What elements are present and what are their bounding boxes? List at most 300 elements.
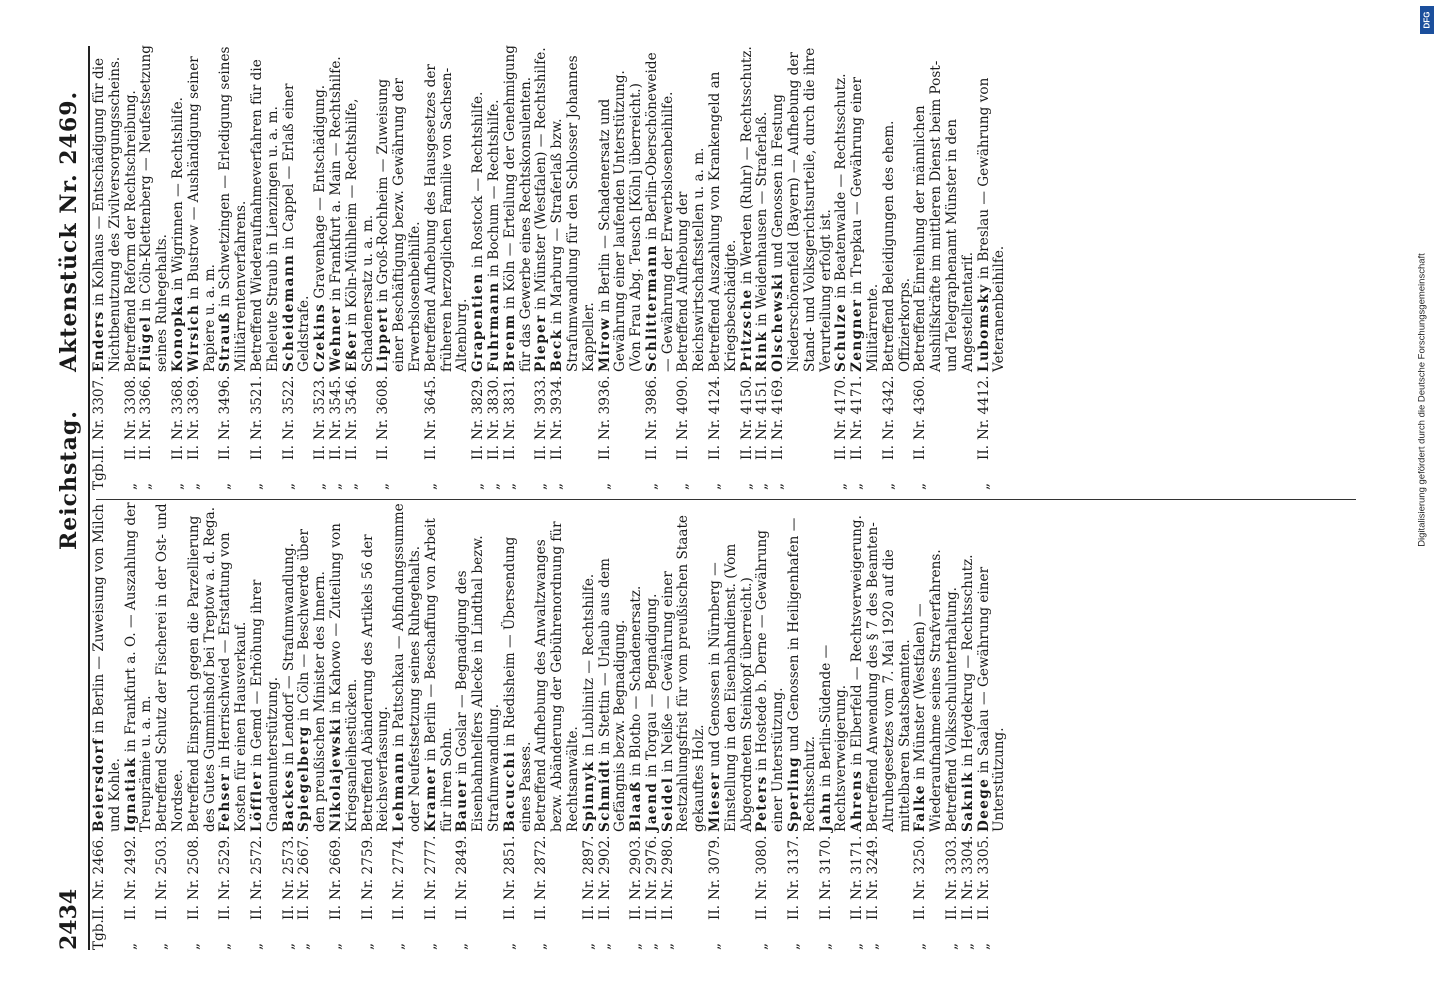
entry-marker: „: [865, 942, 882, 950]
entry-number: Nr. 3305.: [975, 835, 992, 900]
entry-subject: in Kolhaus — Entschädigung für die Nichtbenutzung des Zivilversorgungsscheins.: [91, 56, 123, 372]
entry-number: Nr. 3079.: [707, 835, 724, 900]
entry-text: [361, 502, 393, 832]
entry-text: [645, 502, 661, 832]
entry-text: [503, 502, 535, 832]
entry-number: Nr. 2774.: [391, 835, 408, 900]
petitioner-name: Deege: [975, 777, 992, 832]
petition-entry: [534, 502, 581, 950]
entry-roman: II.: [880, 444, 897, 460]
petition-entry: [503, 42, 535, 490]
entry-number: Nr. 4124.: [707, 375, 724, 440]
petitioner-name: Konopka: [169, 294, 186, 372]
petition-entry: [392, 502, 424, 950]
entry-subject: in Goslar — Begnadigung des Eisenbahnhelfers Allecke in Lindthal bezw. Strafumwandlung.: [454, 535, 502, 832]
page-title: Reichstag.: [56, 410, 82, 550]
entry-number: Nr. 3496.: [217, 375, 234, 440]
petition-entry: [329, 502, 361, 950]
petitioner-name: Schlittermann: [643, 244, 660, 372]
entry-subject: Gravenhage — Entschädigung.: [312, 84, 329, 303]
entry-number: Nr. 3137.: [786, 835, 803, 900]
entry-subject: in Cöln-Klettenberg — Neufestsetzung seines Ruhegehalts.: [138, 45, 171, 372]
petitioner-name: Fehser: [217, 772, 234, 832]
petition-entry: [913, 502, 945, 950]
entry-text: [882, 42, 914, 372]
entry-subject: Betreffend Einreihung der männlichen Aushilfskräfte im mittleren Dienst beim Post- und Telegraphenamt Münster in den Angestelltentarif.: [912, 60, 976, 372]
entry-subject: in Köln — Erteilung der Genehmigung für das Gewerbe eines Rechtskonsulenten.: [501, 45, 534, 372]
petition-entry: [550, 42, 597, 490]
entry-marker: „: [675, 482, 692, 490]
entry-marker: „: [501, 942, 518, 950]
entry-subject: in Lendorf — Strafumwandlung.: [280, 542, 297, 770]
entry-marker: „: [817, 942, 834, 950]
left-column: [92, 502, 1008, 950]
petition-entry: [850, 42, 882, 490]
entry-text: [218, 42, 250, 372]
entry-marker: „: [391, 942, 408, 950]
entry-marker: „: [217, 942, 234, 950]
entry-number: Nr. 3308.: [122, 375, 139, 440]
entry-marker: „: [454, 942, 471, 950]
petition-entry: [913, 42, 976, 490]
entry-text: [250, 42, 282, 372]
entry-subject: in Trepkau — Gewährung einer Militärrente.: [849, 77, 882, 372]
petition-entry: [740, 42, 756, 490]
entry-text: [124, 42, 140, 372]
entry-text: [676, 42, 708, 372]
entry-roman: II.: [549, 444, 566, 460]
entry-roman: II.: [643, 904, 660, 920]
entry-marker: „: [659, 942, 676, 950]
petition-entry: [787, 502, 819, 950]
entry-subject: Betreffend Auszahlung von Krankengeld an Kriegsbeschädigte.: [707, 71, 739, 372]
entry-text: [282, 502, 298, 832]
entry-marker: „: [138, 482, 155, 490]
petition-entry: [850, 502, 866, 950]
dfg-logo-text: DFG: [1422, 11, 1432, 29]
entry-text: [155, 502, 187, 832]
entry-number: Nr. 4360.: [912, 375, 929, 440]
entry-roman: II.: [501, 904, 518, 920]
entry-roman: II.: [786, 904, 803, 920]
petition-entry: [171, 42, 187, 490]
entry-text: [187, 502, 219, 832]
entry-roman: II.: [248, 904, 265, 920]
entry-number: Nr. 4170.: [833, 375, 850, 440]
entry-roman: II.: [122, 904, 139, 920]
entry-marker: „: [596, 482, 613, 490]
entry-text: [598, 502, 630, 832]
entry-number: Nr. 4342.: [880, 375, 897, 440]
entry-subject: in Kahowo — Zuteilung von Kriegsanleihestücken.: [327, 523, 360, 832]
petition-entry: [92, 42, 124, 490]
petition-entry: [455, 502, 502, 950]
entry-roman: II.: [817, 904, 834, 920]
entry-marker: „: [959, 942, 976, 950]
entry-marker: „: [707, 482, 724, 490]
entry-roman: II.: [959, 904, 976, 920]
petition-entry: [250, 42, 282, 490]
entry-roman: II.: [217, 904, 234, 920]
petition-entry: [424, 42, 471, 490]
entry-roman: II.: [296, 904, 313, 920]
entry-roman: II.: [375, 444, 392, 460]
petition-entry: [755, 42, 771, 490]
entry-marker: „: [975, 482, 992, 490]
entry-number: Nr. 3933.: [533, 375, 550, 440]
petitioner-name: Bacucchi: [501, 750, 518, 832]
entry-subject: in Pattschkau — Abfindungssumme oder Neufestsetzung seines Ruhegehalts.: [391, 503, 423, 832]
petition-entry: [819, 502, 851, 950]
entry-number: Nr. 2851.: [501, 835, 518, 900]
entry-text: [329, 502, 361, 832]
entry-text: [819, 502, 851, 832]
entry-text: [913, 502, 945, 832]
entry-marker: „: [422, 482, 439, 490]
entry-roman: II.: [912, 444, 929, 460]
entry-roman: II.: [754, 444, 771, 460]
entry-subject: Betreffend Reform der Rechtschreibung.: [122, 90, 139, 372]
entry-roman: II.: [217, 444, 234, 460]
petitioner-name: Fuhrmann: [485, 281, 502, 372]
petitioner-name: Falke: [912, 784, 929, 832]
entry-number: Nr. 4171.: [849, 375, 866, 440]
entry-number: Nr. 2503.: [154, 835, 171, 900]
petition-entry: [218, 42, 250, 490]
petitioner-name: Löffler: [248, 770, 265, 832]
entry-roman: II.: [122, 444, 139, 460]
entry-subject: und Genossen in Festung Niederschönenfeld (Bayern) — Aufhebung der Stand- und Volksgerichtsurteile, durch die ihre Verurteilung erfolgt ist.: [770, 47, 834, 372]
entry-roman: II.: [359, 904, 376, 920]
petitioner-name: Lehmann: [391, 751, 408, 832]
entry-marker: „: [770, 482, 787, 490]
entry-marker: „: [975, 942, 992, 950]
petition-entry: [866, 502, 913, 950]
petition-entry: [124, 502, 156, 950]
entry-number: Nr. 4169.: [770, 375, 787, 440]
petition-entry: [961, 502, 977, 950]
entry-number: Nr. 3249.: [865, 835, 882, 900]
entry-roman: II.: [707, 904, 724, 920]
entry-subject: in Werden (Ruhr) — Rechtsschutz.: [738, 46, 755, 289]
petition-entry: [124, 42, 140, 490]
entry-roman: II.: [91, 904, 107, 920]
entry-roman: II.: [422, 904, 439, 920]
entry-subject: in Breslau — Gewährung von Veteranenbeihilfe.: [975, 77, 1008, 372]
petition-entry: [250, 502, 282, 950]
entry-roman: II.: [327, 904, 344, 920]
entry-marker: Tgb.: [91, 459, 107, 490]
entry-roman: II.: [391, 904, 408, 920]
entry-text: [708, 42, 740, 372]
petitioner-name: Strauß: [217, 311, 234, 372]
petition-entry: [313, 42, 329, 490]
entry-number: Nr. 3080.: [754, 835, 771, 900]
entry-subject: Betreffend Beleidigungen des ehem. Offizierkorps.: [880, 120, 913, 372]
petitioner-name: Brenm: [501, 313, 518, 372]
entry-marker: „: [122, 942, 139, 950]
petitioner-name: Spiegelberg: [296, 725, 313, 832]
entry-roman: II.: [343, 444, 360, 460]
entry-number: Nr. 3934.: [549, 375, 566, 440]
entry-subject: in Frankfurt a. Main — Rechtshilfe.: [327, 56, 344, 306]
petitioner-name: Nikolajewski: [327, 717, 344, 832]
petition-entry: [487, 42, 503, 490]
entry-text: [850, 42, 882, 372]
entry-number: Nr. 2897.: [580, 835, 597, 900]
entry-roman: II.: [138, 444, 155, 460]
entry-subject: in Bustrow — Aushändigung seiner Papiere u. a. m.: [185, 56, 218, 372]
page-header: [50, 46, 90, 950]
entry-number: Nr. 4412.: [975, 375, 992, 440]
petitioner-name: Sperling: [786, 755, 803, 832]
entry-roman: II.: [912, 904, 929, 920]
entry-marker: „: [248, 482, 265, 490]
entry-marker: „: [422, 942, 439, 950]
entry-roman: II.: [422, 444, 439, 460]
entry-roman: II.: [596, 444, 613, 460]
petitioner-name: Jaend: [643, 781, 660, 832]
entry-subject: in Gemd — Erhöhung ihrer Gnadenunterstützung.: [248, 579, 281, 832]
petitioner-name: Enders: [91, 310, 107, 372]
entry-subject: in Saalau — Gewährung einer Unterstützung.: [975, 566, 1008, 832]
petition-entry: [598, 42, 645, 490]
entry-roman: II.: [501, 444, 518, 460]
entry-number: Nr. 3171.: [849, 835, 866, 900]
petition-entry: [708, 502, 755, 950]
entry-marker: „: [375, 482, 392, 490]
entry-number: Nr. 3936.: [596, 375, 613, 440]
petitioner-name: Flügel: [138, 315, 155, 372]
entry-marker: „: [248, 942, 265, 950]
petitioner-name: Mirow: [596, 316, 613, 372]
entry-marker: „: [485, 482, 502, 490]
petition-entry: [329, 42, 345, 490]
entry-marker: „: [912, 942, 929, 950]
petition-entry: [645, 42, 677, 490]
petition-entry: [471, 42, 487, 490]
entry-subject: in Lublinitz — Rechtshilfe.: [580, 573, 597, 761]
entry-text: [92, 502, 124, 832]
entry-marker: „: [470, 482, 487, 490]
entry-text: [645, 42, 677, 372]
entry-marker: „: [185, 942, 202, 950]
entry-text: [171, 42, 187, 372]
entry-subject: und Genossen in Heiligenhafen — Rechtsschutz.: [786, 517, 818, 832]
entry-marker: „: [944, 942, 961, 950]
entry-subject: in Torgau — Begnadigung.: [643, 593, 660, 782]
entry-roman: II.: [659, 904, 676, 920]
entry-number: Nr. 2508.: [185, 835, 202, 900]
entry-number: Nr. 2492.: [122, 835, 139, 900]
entry-number: Nr. 4090.: [675, 375, 692, 440]
entry-subject: in Wigrinnen — Rechtshilfe.: [169, 97, 186, 295]
petition-entry: [661, 502, 708, 950]
entry-subject: Betreffend Aufhebung der Reichswirtschaftsstellen u. a. m.: [675, 147, 708, 372]
petitioner-name: Wirsich: [185, 303, 202, 372]
entry-number: Nr. 3829.: [470, 375, 487, 440]
entry-roman: II.: [248, 444, 265, 460]
petitioner-name: Wehner: [327, 305, 344, 372]
entry-roman: II.: [185, 444, 202, 460]
entry-roman: II.: [280, 444, 297, 460]
entry-number: Nr. 2976.: [643, 835, 660, 900]
entry-number: Nr. 2980.: [659, 835, 676, 900]
entry-marker: „: [833, 482, 850, 490]
entry-marker: „: [849, 942, 866, 950]
entry-marker: „: [312, 482, 329, 490]
petitioner-name: Beiersdorf: [91, 737, 107, 832]
entry-text: [945, 502, 961, 832]
entry-roman: II.: [169, 444, 186, 460]
entry-subject: in Groß-Rochheim — Zuweisung einer Beschäftigung bezw. Gewährung der Erwerbslosenbeihilfe.: [375, 78, 423, 372]
entry-subject: in Marburg — Straferlaß bzw. Strafumwandlung für den Schlosser Johannes Kappeller.: [549, 55, 597, 372]
petitioner-name: Lippert: [375, 306, 392, 372]
petition-entry: [424, 502, 456, 950]
column-divider: [96, 499, 1356, 500]
entry-subject: in Berlin — Zuweisung von Milch und Kohle.: [91, 504, 123, 832]
entry-roman: II.: [675, 444, 692, 460]
petition-entry: [945, 502, 961, 950]
petitioner-name: Peters: [754, 775, 771, 832]
petition-entry: [297, 502, 329, 950]
petition-entry: [92, 502, 124, 950]
petition-entry: [598, 502, 630, 950]
petitioner-name: Seidel: [659, 776, 676, 832]
entry-subject: in Münster (Westfalen) — Wiederaufnahme seines Strafverfahrens.: [912, 549, 945, 832]
entry-text: [329, 42, 345, 372]
entry-text: [424, 502, 456, 832]
entry-marker: „: [643, 942, 660, 950]
entry-subject: in Blotho — Schadenersatz.: [628, 585, 645, 781]
entry-text: [850, 502, 866, 832]
entry-roman: II.: [707, 444, 724, 460]
entry-text: [834, 42, 850, 372]
entry-number: Nr. 2849.: [454, 835, 471, 900]
petitioner-name: Spinnyk: [580, 760, 597, 832]
petitioner-name: Lubomsky: [975, 283, 992, 372]
entry-text: [534, 42, 550, 372]
entry-marker: „: [280, 942, 297, 950]
entry-marker: „: [327, 482, 344, 490]
entry-marker: „: [707, 942, 724, 950]
petition-entry: [503, 502, 535, 950]
entry-subject: in Cappel — Erlaß einer Geldstrafe.: [280, 83, 313, 372]
entry-roman: II.: [865, 904, 882, 920]
entry-roman: II.: [185, 904, 202, 920]
entry-text: [282, 42, 314, 372]
entry-marker: „: [533, 482, 550, 490]
petition-entry: [376, 42, 423, 490]
entry-roman: II.: [485, 444, 502, 460]
entry-number: Nr. 3250.: [912, 835, 929, 900]
right-column: [92, 42, 1008, 490]
entry-text: [139, 42, 171, 372]
entry-text: [787, 502, 819, 832]
entry-text: [755, 42, 771, 372]
entry-number: Nr. 3986.: [643, 375, 660, 440]
entry-text: [392, 502, 424, 832]
entry-subject: in Cöln — Beschwerde über den preußischen Minister des Innern.: [296, 529, 329, 832]
entry-text: [740, 42, 756, 372]
entry-number: Nr. 2466.: [91, 835, 107, 900]
entry-marker: „: [154, 942, 171, 950]
entry-marker: „: [643, 482, 660, 490]
entry-text: [582, 502, 598, 832]
petition-entry: [882, 42, 914, 490]
entry-number: Nr. 3831.: [501, 375, 518, 440]
petitioner-name: Pieper: [533, 314, 550, 372]
entry-marker: „: [122, 482, 139, 490]
entry-number: Nr. 2669.: [327, 835, 344, 900]
petition-entry: [771, 42, 834, 490]
entry-subject: in Herrischwied — Erstattung von Kosten für einen Hausverkauf.: [217, 532, 250, 832]
entry-roman: II.: [643, 444, 660, 460]
entry-number: Nr. 3830.: [485, 375, 502, 440]
entry-subject: in Frankfurt a. O. — Auszahlung der Treuprämie u. a. m.: [122, 502, 155, 832]
entry-roman: II.: [770, 444, 787, 460]
entry-number: Nr. 2573.: [280, 835, 297, 900]
petition-entry: [645, 502, 661, 950]
entry-number: Nr. 3366.: [138, 375, 155, 440]
petition-entry: [187, 502, 219, 950]
entry-subject: in Berlin — Beschaffung von Arbeit für ihren Sohn.: [422, 518, 455, 832]
entry-number: Nr. 3307.: [91, 375, 107, 440]
entry-subject: in Weidenhausen — Straferlaß.: [754, 111, 771, 331]
entry-text: [866, 502, 913, 832]
entry-number: Nr. 3303.: [944, 835, 961, 900]
entry-text: [961, 502, 977, 832]
entry-subject: in Riedisheim — Übersendung eines Passes.: [501, 536, 534, 832]
entry-number: Nr. 3645.: [422, 375, 439, 440]
entry-number: Nr. 2667.: [296, 835, 313, 900]
entry-marker: „: [343, 482, 360, 490]
page-number: 2434: [56, 888, 82, 950]
petition-entry: [629, 502, 645, 950]
digitization-sidebar: [1411, 0, 1434, 1000]
petition-entry: [345, 42, 377, 490]
entry-text: [977, 502, 1009, 832]
petitioner-name: Kramer: [422, 765, 439, 832]
entry-subject: in Berlin-Südende — Rechtsverweigerung.: [817, 644, 850, 832]
petitioner-name: Grapentien: [470, 272, 487, 372]
entry-marker: „: [327, 942, 344, 950]
entry-roman: II.: [154, 904, 171, 920]
petitioner-name: Blaaß: [628, 780, 645, 832]
entry-marker: „: [912, 482, 929, 490]
entry-marker: Tgb.: [91, 919, 107, 950]
entry-marker: „: [738, 482, 755, 490]
entry-roman: II.: [454, 904, 471, 920]
entry-marker: „: [549, 482, 566, 490]
header-rule: [88, 46, 90, 950]
entry-number: Nr. 4151.: [754, 375, 771, 440]
petitioner-name: Mieser: [707, 771, 724, 832]
petition-entry: [282, 42, 314, 490]
entry-subject: in Schwetzingen — Erledigung seines Militärrentenverfahrens.: [217, 46, 250, 372]
entry-text: [977, 42, 1009, 372]
entry-roman: II.: [628, 904, 645, 920]
entry-text: [708, 502, 755, 832]
entry-subject: Betreffend Aufhebung des Anwaltzwanges bezw. Abänderung der Gebührenordnung für Rechtsanwälte.: [533, 521, 581, 832]
entry-roman: II.: [596, 904, 613, 920]
entry-text: [629, 502, 645, 832]
entry-text: [455, 502, 502, 832]
entry-roman: II.: [280, 904, 297, 920]
entry-marker: „: [580, 942, 597, 950]
entry-number: Nr. 3608.: [375, 375, 392, 440]
petitioner-name: Rink: [754, 330, 771, 372]
